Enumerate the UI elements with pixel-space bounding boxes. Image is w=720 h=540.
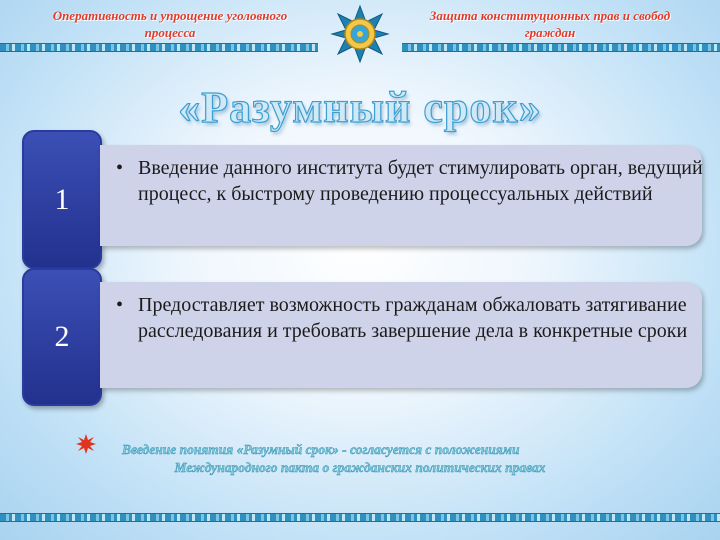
header xyxy=(0,0,720,62)
item-text-2-content: Предоставляет возможность гражданам обжаловать затягивание расследования и требовать завершение дела в конкретные сроки xyxy=(138,294,688,342)
bullet-2: • xyxy=(116,294,124,316)
red-star-bullet-icon xyxy=(76,434,96,454)
item-text-1 xyxy=(116,155,713,207)
item-card-1 xyxy=(100,145,702,246)
footnote xyxy=(100,441,620,477)
slide-title: «Разумный срок» xyxy=(178,83,542,132)
item-card-2 xyxy=(100,282,702,388)
footnote-line-2: Международного пакта о гражданских политических правах xyxy=(174,460,546,475)
header-ornament-left xyxy=(0,43,318,52)
item-number-1: 1 xyxy=(22,130,102,269)
item-text-1-content: Введение данного института будет стимулировать орган, ведущий процесс, к быстрому проведению процессуальных действий xyxy=(138,157,703,205)
item-number-2: 2 xyxy=(22,268,102,406)
item-text-2 xyxy=(116,292,713,344)
header-left-text: Оперативность и упрощение уголовного процесса xyxy=(52,8,288,40)
footnote-line-1: Введение понятия «Разумный срок» - согласуется с положениями xyxy=(122,442,520,457)
header-ornament-right xyxy=(402,43,720,52)
bullet-1: • xyxy=(116,157,124,179)
header-right-text: Защита конституционных прав и свобод граждан xyxy=(429,8,671,40)
state-emblem-icon xyxy=(330,4,390,64)
footer-ornament xyxy=(0,513,720,522)
